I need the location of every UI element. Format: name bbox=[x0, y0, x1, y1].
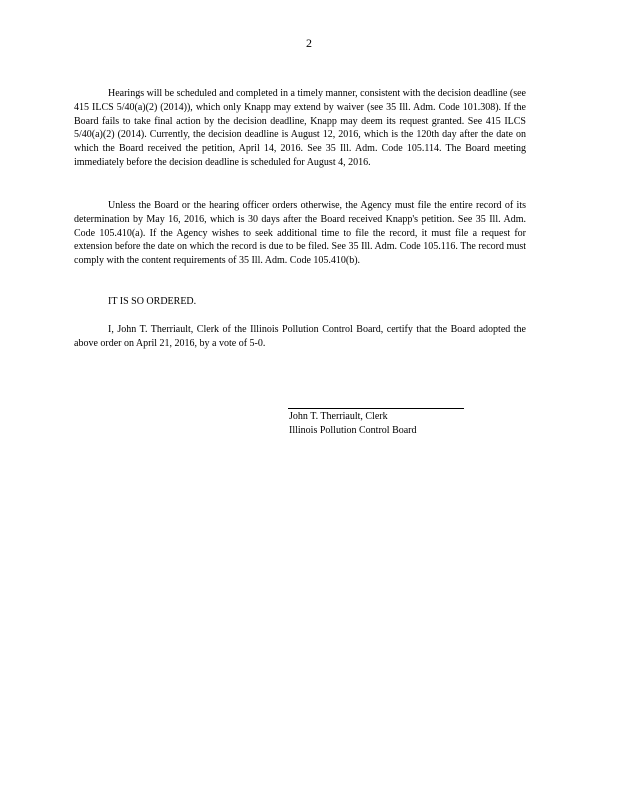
paragraph-so-ordered bbox=[74, 295, 526, 309]
signature-name: John T. Therriault, Clerk bbox=[289, 411, 388, 422]
paragraph-text: IT IS SO ORDERED. bbox=[108, 296, 197, 307]
paragraph-text: I, John T. Therriault, Clerk of the Illinois Pollution Control Board, certify that the Board adopted the above order on April 21, 2016, by a vote of 5-0. bbox=[74, 324, 526, 349]
page-number: 2 bbox=[306, 36, 312, 50]
paragraph-text: Hearings will be scheduled and completed in a timely manner, consistent with the decision deadline (see 415 ILCS 5/40(a)(2) (2014)), which only Knapp may extend by waiver (see 35 Ill. Adm. Code 101.308). If the Board fails to take final action by the decision deadline, Knapp may deem its request granted. See 415 ILCS 5/40(a)(2) (2014). Currently, the decision deadline is August 12, 2016, which is the 120th day after the date on which the Board received the petition, April 14, 2016. See 35 Ill. Adm. Code 105.114. The Board meeting immediately before the decision deadline is scheduled for August 4, 2016. bbox=[74, 88, 526, 168]
paragraph-hearings bbox=[74, 87, 526, 170]
paragraph-record-filing bbox=[74, 199, 526, 268]
signature-block bbox=[289, 410, 417, 438]
paragraph-text: Unless the Board or the hearing officer orders otherwise, the Agency must file the entire record of its determination by May 16, 2016, which is 30 days after the Board received Knapp's petition. See 35 Ill. Adm. Code 105.410(a). If the Agency wishes to seek additional time to file the record, it must file a request for extension before the date on which the record is due to be filed. See 35 Ill. Adm. Code 105.116. The record must comply with the content requirements of 35 Ill. Adm. Code 105.410(b). bbox=[74, 200, 526, 267]
signature-organization: Illinois Pollution Control Board bbox=[289, 425, 417, 436]
signature-line bbox=[288, 408, 464, 409]
paragraph-certification bbox=[74, 323, 526, 351]
